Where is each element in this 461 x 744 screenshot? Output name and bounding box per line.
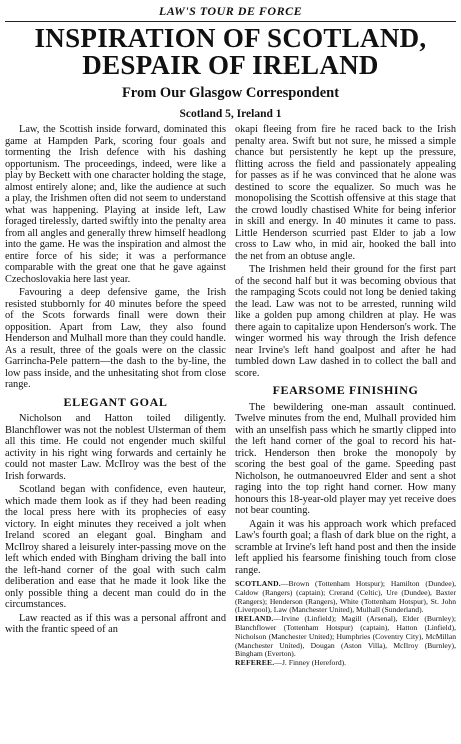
score-line: Scotland 5, Ireland 1 [179,108,282,120]
left-column [5,124,226,668]
paragraph: Favouring a deep defensive game, the Irish resisted stubbornly for 40 minutes before the speed of the Scots forwards finall were down their opposition. Apart from Law, they also found Henderson and Mulhall more than they could handle. As a result, three of the goals were on the classic Garrincha-Pele pattern—the dash to the by-line, the low pass inside, and the unhesitating shot from close range. [5,287,226,390]
byline: From Our Glasgow Correspondent [121,85,340,101]
subheading-fearsome-finishing: FEARSOME FINISHING [272,383,419,397]
ireland-lineup [235,615,456,659]
headline-line-2: DESPAIR OF IRELAND [82,50,379,80]
paragraph: Nicholson and Hatton toiled diligently. Blanchflower was not the noblest Ulsterman of them all this time. He could not engender much skilful activity in his right wing forwards and certainly he could not master Law. McIlroy was the best of the Irish forwards. [5,413,226,482]
scotland-label: SCOTLAND. [235,579,281,588]
referee-name: —J. Finney (Hereford). [274,658,347,668]
paragraph: Scotland began with confidence, even hauteur, which made them look as if they had been reading the local press here with its prophecies of easy victory. In eight minutes they received a jolt when Ireland scored an elegant goal. Bingham and McIlroy shared a leisurely inter-passing move on the left which ended with Bingham driving the ball into the left-hand corner of the goal with such calm deliberation and ease that he made it look like the only possible thing a decent man could do in the circumstances. [5,484,226,610]
referee-line [235,659,456,668]
team-lineups [235,580,456,668]
ireland-label: IRELAND. [235,614,274,624]
paragraph: Law reacted as if this was a personal affront and with the frantic speed of an [5,612,226,635]
referee-label: REFEREE. [235,658,275,668]
headline [5,25,456,79]
paragraph: The bewildering one-man assault continued. Twelve minutes from the end, Mulhall provided him with an unselfish pass which he smartly clipped into the left hand corner of the goal to record his hat-trick. Henderson then broke the monopoly by scoring the best goal of the game. Speeding past Nicholson, he outmanoeuvred Elder and sent a shot raging into the top right hand corner. How many honours this 18-year-old player may yet receive does not bear counting. [235,401,456,516]
kicker: LAW'S TOUR DE FORCE [158,4,303,18]
scotland-players: —Brown (Tottenham Hotspur); Hamilton (Dundee), Caldow (Rangers) (captain); Crerand (Celtic), Ure (Dundee), Baxter (Rangers); Henderson (Rangers), White (Tottenham Hotspur), St. John (Liverpool), Law (Manchester United), Mulhall (Sunderland). [235,579,456,615]
headline-line-1: INSPIRATION OF SCOTLAND, [34,23,427,53]
paragraph: Again it was his approach work which prefaced Law's fourth goal; a flash of dark blue on the right, a scramble at Irvine's left hand post and then the inside left applied his fearsome finishing touch from close range. [235,518,456,576]
paragraph: The Irishmen held their ground for the first part of the second half but it was becoming obvious that the rampaging Scots could not long be denied taking the lead. Law was not to be arrested, running wild like a golden pup among children at play. He was there again to capitalize upon Henderson's work. The winger wormed his way through the Irish defence near Irvine's left hand goalpost and after he had tumbled down Law dashed in to collect the ball and score. [235,264,456,379]
subheading-elegant-goal: ELEGANT GOAL [63,394,168,409]
scotland-lineup [235,580,456,615]
article-columns [5,124,456,668]
divider [5,21,456,22]
ireland-players: —Irvine (Linfield); Magill (Arsenal), Elder (Burnley); Blanchflower (Tottenham Hotspur) (captain), Hatton (Linfield), Nicholson (Manchester United); Humphries (Coventry City), McMillan (Manchester United), Dougan (Aston Villa), McIlroy (Burnley), Bingham (Everton). [235,614,456,659]
paragraph: Law, the Scottish inside forward, dominated this game at Hampden Park, scoring four goals and tormenting the Irish defence with his dashing opportunism. The proceedings, indeed, were like a play by Beckett with one character holding the stage, almost entirely alone; and, like the audience at such a play, the Irishmen often did not seem to understand what was happening. Playing at inside left, Law foraged tirelessly, darted swiftly into the penalty area from all angles and generally threw himself headlong into the game. He was the inspiration and almost the entire force of his side; it was a performance comparable with the great one that he gave against Czechoslovakia here last year. [5,124,226,285]
paragraph: okapi fleeing from fire he raced back to the Irish penalty area. Swift but not sure, he missed a simple chance but persistently he kept up the pressure, flitting across the field and passionately appealing for passes as if he was convinced that he alone was destined to score the equalizer. So much was he monopolising the Scottish offensive at this stage that the crowd loudly chastised White for being inferior in skill and energy. In 40 minutes it came to pass. Little Henderson scurried past Elder to jab a low cross to Law who, in mid air, hooked the ball into the net from an obtuse angle. [235,124,456,262]
right-column [235,124,456,668]
